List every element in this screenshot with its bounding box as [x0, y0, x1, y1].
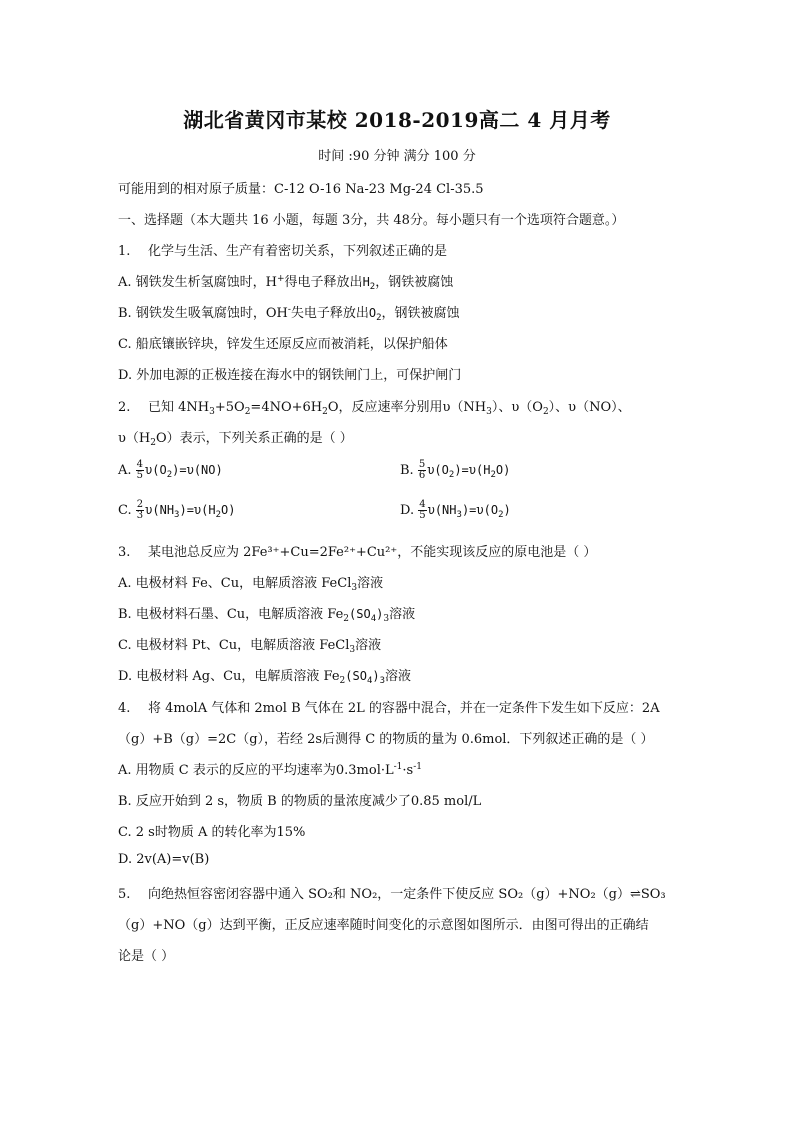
question-1-option-c: C. 船底镶嵌锌块，锌发生还原反应而被消耗，以保护船体 [118, 337, 448, 352]
question-4-option-c: C. 2 s时物质 A 的转化率为15% [118, 825, 306, 840]
section-heading: 一、选择题（本大题共 16 小题，每题 3分，共 48分。每小题只有一个选项符合题意。） [118, 213, 625, 228]
page-title: 湖北省黄冈市某校 2018-2019高二 4 月月考 [183, 108, 611, 132]
question-3-option-c: C. 电极材料 Pt、Cu，电解质溶液 FeCl$_3$溶液 [118, 638, 382, 655]
question-4-option-b: B. 反应开始到 2 s，物质 B 的物质的量浓度减少了0.85 mol/L [118, 794, 482, 809]
question-3-option-a: A. 电极材料 Fe、Cu，电解质溶液 FeCl$_3$溶液 [118, 576, 384, 593]
question-3-stem: 3. 某电池总反应为 2Fe³⁺+Cu=2Fe²⁺+Cu²⁺，不能实现该反应的原电池是（ ） [118, 545, 597, 560]
question-1-stem: 1. 化学与生活、生产有着密切关系，下列叙述正确的是 [118, 244, 448, 259]
question-2-stem-line2: $\upsilon(H_2O)$表示，下列关系正确的是（ ） [118, 431, 353, 448]
question-4-option-d: D. 2v(A)=v(B) [118, 852, 210, 867]
question-4-stem-line1: 4. 将 4molA 气体和 2mol B 气体在 2L 的容器中混合，并在一定条件下发生如下反应：2A [118, 701, 660, 716]
question-4-option-a: A. 用物质 C 表示的反应的平均速率为$0.3mol\cdot L^{-1}\cdot s^{-1}$ [118, 762, 422, 778]
question-1-option-d: D. 外加电源的正极连接在海水中的钢铁闸门上，可保护闸门 [118, 368, 462, 383]
question-4-stem-line2: （g）+B（g）=2C（g），若经 2s后测得 C 的物质的量为 0.6mol．下列叙述正确的是（ ） [118, 732, 654, 747]
question-1-option-a: A. 钢铁发生析氢腐蚀时，H+得电子释放出$H_2$，钢铁被腐蚀 [118, 274, 454, 292]
question-2-option-c: C. $\frac{2}{3}$ $\upsilon(NH_3)=\upsilon(H_2O)$ [118, 499, 236, 521]
question-5-stem-line1: 5. 向绝热恒容密闭容器中通入 SO₂和 NO₂，一定条件下使反应 SO₂（g）+NO₂（g）⇌SO₃ [118, 887, 666, 902]
question-1-option-b: B. 钢铁发生吸氧腐蚀时，OH-失电子释放出$O_2$，钢铁被腐蚀 [118, 305, 460, 323]
question-2-option-b: B. $\frac{5}{6}$ $\upsilon(O_2)=\upsilon(H_2O)$ [400, 459, 511, 481]
question-2-option-d: D. $\frac{4}{5}$ $\upsilon(NH_3)=\upsilon(O_2)$ [400, 499, 511, 521]
question-5-stem-line3: 论是（ ） [118, 949, 175, 964]
question-5-stem-line2: （g）+NO（g）达到平衡，正反应速率随时间变化的示意图如图所示．由图可得出的正确结 [118, 918, 649, 933]
exam-info: 时间 :90 分钟 满分 100 分 [318, 149, 476, 164]
question-3-option-d: D. 电极材料 Ag、Cu，电解质溶液 $Fe_2(SO_4)_3$溶液 [118, 669, 412, 686]
question-2-option-a: A. $\frac{4}{5}$ $\upsilon(O_2)=\upsilon(NO)$ [118, 459, 223, 481]
atomic-masses: 可能用到的相对原子质量：C-12 O-16 Na-23 Mg-24 Cl-35.5 [118, 182, 484, 197]
question-3-option-b: B. 电极材料石墨、Cu，电解质溶液 $Fe_2(SO_4)_3$溶液 [118, 607, 416, 624]
question-2-stem-line1: 2. 已知 $4NH_3+5O_2=4NO+6H_2O$，反应速率分别用$\upsilon(NH_3)$、$\upsilon(O_2)$、υ（NO）、 [118, 400, 631, 417]
